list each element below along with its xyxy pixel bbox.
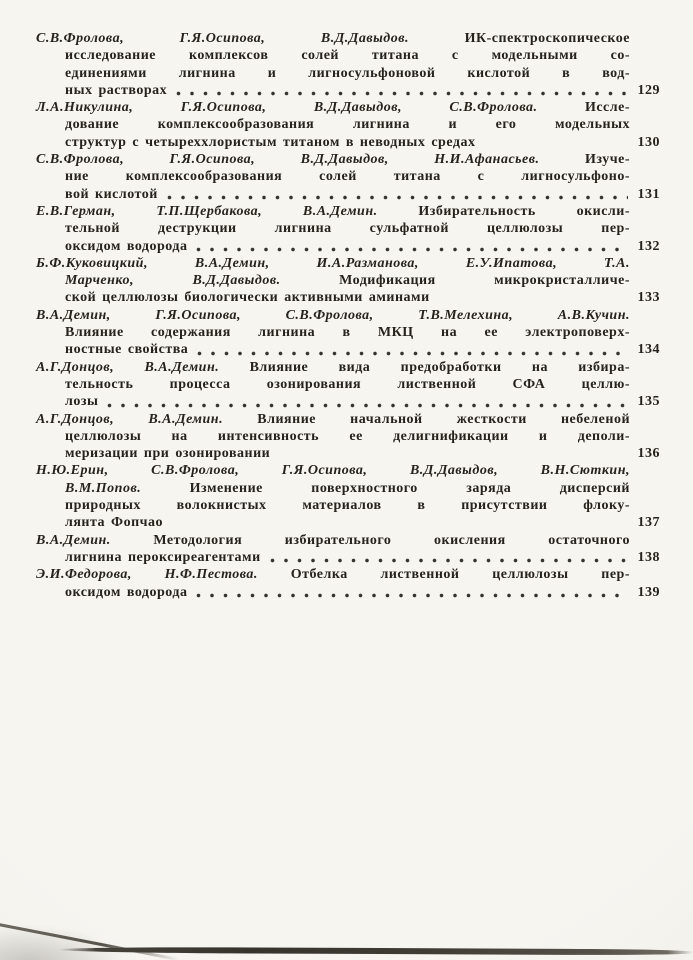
dot-leader <box>107 393 627 410</box>
title-text: Влияние содержания лигнина в МКЦ на ее электроповерх- <box>65 325 630 341</box>
toc-entry <box>36 255 660 307</box>
toc-line <box>36 272 660 289</box>
title-text: целлюлозы на интенсивность ее делигнификации и деполи- <box>65 428 630 444</box>
toc-line <box>36 566 660 583</box>
page-number: 135 <box>637 394 660 410</box>
dot-leader <box>197 341 627 358</box>
toc-line <box>36 584 660 601</box>
title-text: оксидом водорода <box>65 584 188 600</box>
author-names: С.В.Фролова, Г.Я.Осипова, В.Д.Давыдов. <box>36 31 409 46</box>
toc-line <box>36 220 660 237</box>
toc-line <box>36 445 660 462</box>
title-text: ской целлюлозы биологически активными аминами <box>65 290 430 306</box>
dot-leader <box>196 584 627 601</box>
author-names: А.Г.Донцов, В.А.Демин. <box>36 359 220 375</box>
title-text: Иссле- <box>537 100 630 116</box>
page-number: 131 <box>637 186 660 202</box>
author-names: Л.А.Никулина, Г.Я.Осипова, В.Д.Давыдов, С.В.Фролова. <box>36 100 538 116</box>
author-names: А.Г.Донцов, В.А.Демин. <box>36 411 224 427</box>
toc-entry <box>36 99 660 151</box>
title-text: исследование комплексов солей титана с модельными со- <box>65 48 630 64</box>
title-text: Модификация микрокристалличе- <box>280 273 630 289</box>
toc-line <box>36 151 660 168</box>
toc-line <box>36 480 660 497</box>
title-text: структур с четыреххлористым титаном в неводных средах <box>65 134 476 150</box>
page-curl-line <box>0 921 180 960</box>
toc-line <box>36 462 660 479</box>
page-number: 132 <box>637 238 660 254</box>
toc-line <box>36 186 660 203</box>
title-text: тельной деструкции лигнина сульфатной целлюлозы пер- <box>65 221 630 237</box>
title-text: Изуче- <box>539 152 631 168</box>
title-text: Влияние начальной жесткости небеленой <box>223 411 631 427</box>
title-text: оксидом водорода <box>65 238 188 254</box>
author-names: В.М.Попов. <box>65 480 142 496</box>
title-text: Избирательность окисли- <box>377 203 630 219</box>
toc-line <box>36 289 660 306</box>
page-number: 129 <box>637 82 660 98</box>
toc-line <box>36 549 660 566</box>
toc-line <box>36 376 660 393</box>
toc-line <box>36 532 660 549</box>
toc-line <box>36 324 660 341</box>
toc-line <box>36 428 660 445</box>
title-text: природных волокнистых материалов в присутствии флоку- <box>65 498 630 514</box>
title-text: ностные свойства <box>65 342 189 358</box>
toc-line <box>36 203 660 220</box>
toc-line <box>36 411 660 428</box>
toc-entry <box>36 359 660 411</box>
toc-line <box>36 393 660 410</box>
toc-line <box>36 82 660 99</box>
title-text: дование комплексообразования лигнина и его модельных <box>65 117 630 133</box>
toc-entry <box>36 532 660 567</box>
title-text: ИК-спектроскопическое <box>409 31 631 46</box>
author-names: Е.В.Герман, Т.П.Щербакова, В.А.Демин. <box>36 203 378 219</box>
toc-entry <box>36 411 660 463</box>
dot-leader <box>196 238 627 255</box>
toc-line <box>36 65 660 82</box>
toc-entry <box>36 307 660 359</box>
dot-leader <box>270 549 628 566</box>
title-text: тельность процесса озонирования лиственной СФА целлю- <box>65 376 630 392</box>
dot-leader <box>167 186 628 203</box>
author-names: Э.И.Федорова, Н.Ф.Пестова. <box>36 567 258 583</box>
title-text: вой кислотой <box>65 186 158 202</box>
page-number: 130 <box>637 134 660 150</box>
toc-line <box>36 30 660 47</box>
toc-line <box>36 514 660 531</box>
title-text: лигнина пероксиреагентами <box>65 549 261 565</box>
page-number: 136 <box>637 446 660 462</box>
title-text: Изменение поверхностного заряда дисперсий <box>141 480 630 496</box>
author-names: В.А.Демин, Г.Я.Осипова, С.В.Фролова, Т.В.Мелехина, А.В.Кучин. <box>36 307 630 323</box>
toc-line <box>36 255 660 272</box>
dot-leader <box>176 82 627 99</box>
page-number: 134 <box>637 342 660 358</box>
toc-line <box>36 341 660 358</box>
toc-line <box>36 99 660 116</box>
toc-line <box>36 168 660 185</box>
page-number: 139 <box>637 584 660 600</box>
title-text: лянта Фопчао <box>65 515 164 531</box>
title-text: ние комплексообразования солей титана с лигносульфоно- <box>65 169 630 185</box>
toc-line <box>36 238 660 255</box>
author-names: С.В.Фролова, Г.Я.Осипова, В.Д.Давыдов, Н.И.Афанасьев. <box>36 152 540 168</box>
author-names: Н.Ю.Ерин, С.В.Фролова, Г.Я.Осипова, В.Д.Давыдов, В.Н.Сюткин, <box>36 463 630 479</box>
title-text: Отбелка лиственной целлюлозы пер- <box>257 567 630 583</box>
toc-entry <box>36 30 660 99</box>
title-text: Методология избирательного окисления остаточного <box>110 532 630 548</box>
author-names: В.А.Демин. <box>36 532 111 548</box>
title-text: Влияние вида предобработки на избира- <box>219 359 630 375</box>
toc-entry <box>36 151 660 203</box>
page-number: 133 <box>637 290 660 306</box>
author-names: Марченко, В.Д.Давыдов. <box>65 273 281 289</box>
title-text: меризации при озонировании <box>65 446 271 462</box>
title-text: ных растворах <box>65 82 168 98</box>
toc-entry <box>36 566 660 601</box>
toc-line <box>36 307 660 324</box>
toc-line <box>36 359 660 376</box>
toc-line <box>36 134 660 151</box>
author-names: Б.Ф.Куковицкий, В.А.Демин, И.А.Разманова, Е.У.Ипатова, Т.А. <box>36 255 630 271</box>
toc-line <box>36 47 660 64</box>
page-number: 137 <box>637 515 660 531</box>
toc-line <box>36 497 660 514</box>
toc-entry <box>36 462 660 531</box>
title-text: единениями лигнина и лигносульфоновой кислотой в вод- <box>65 65 630 81</box>
title-text: лозы <box>65 394 99 410</box>
toc-entry <box>36 203 660 255</box>
toc-line <box>36 116 660 133</box>
page-number: 138 <box>637 549 660 565</box>
